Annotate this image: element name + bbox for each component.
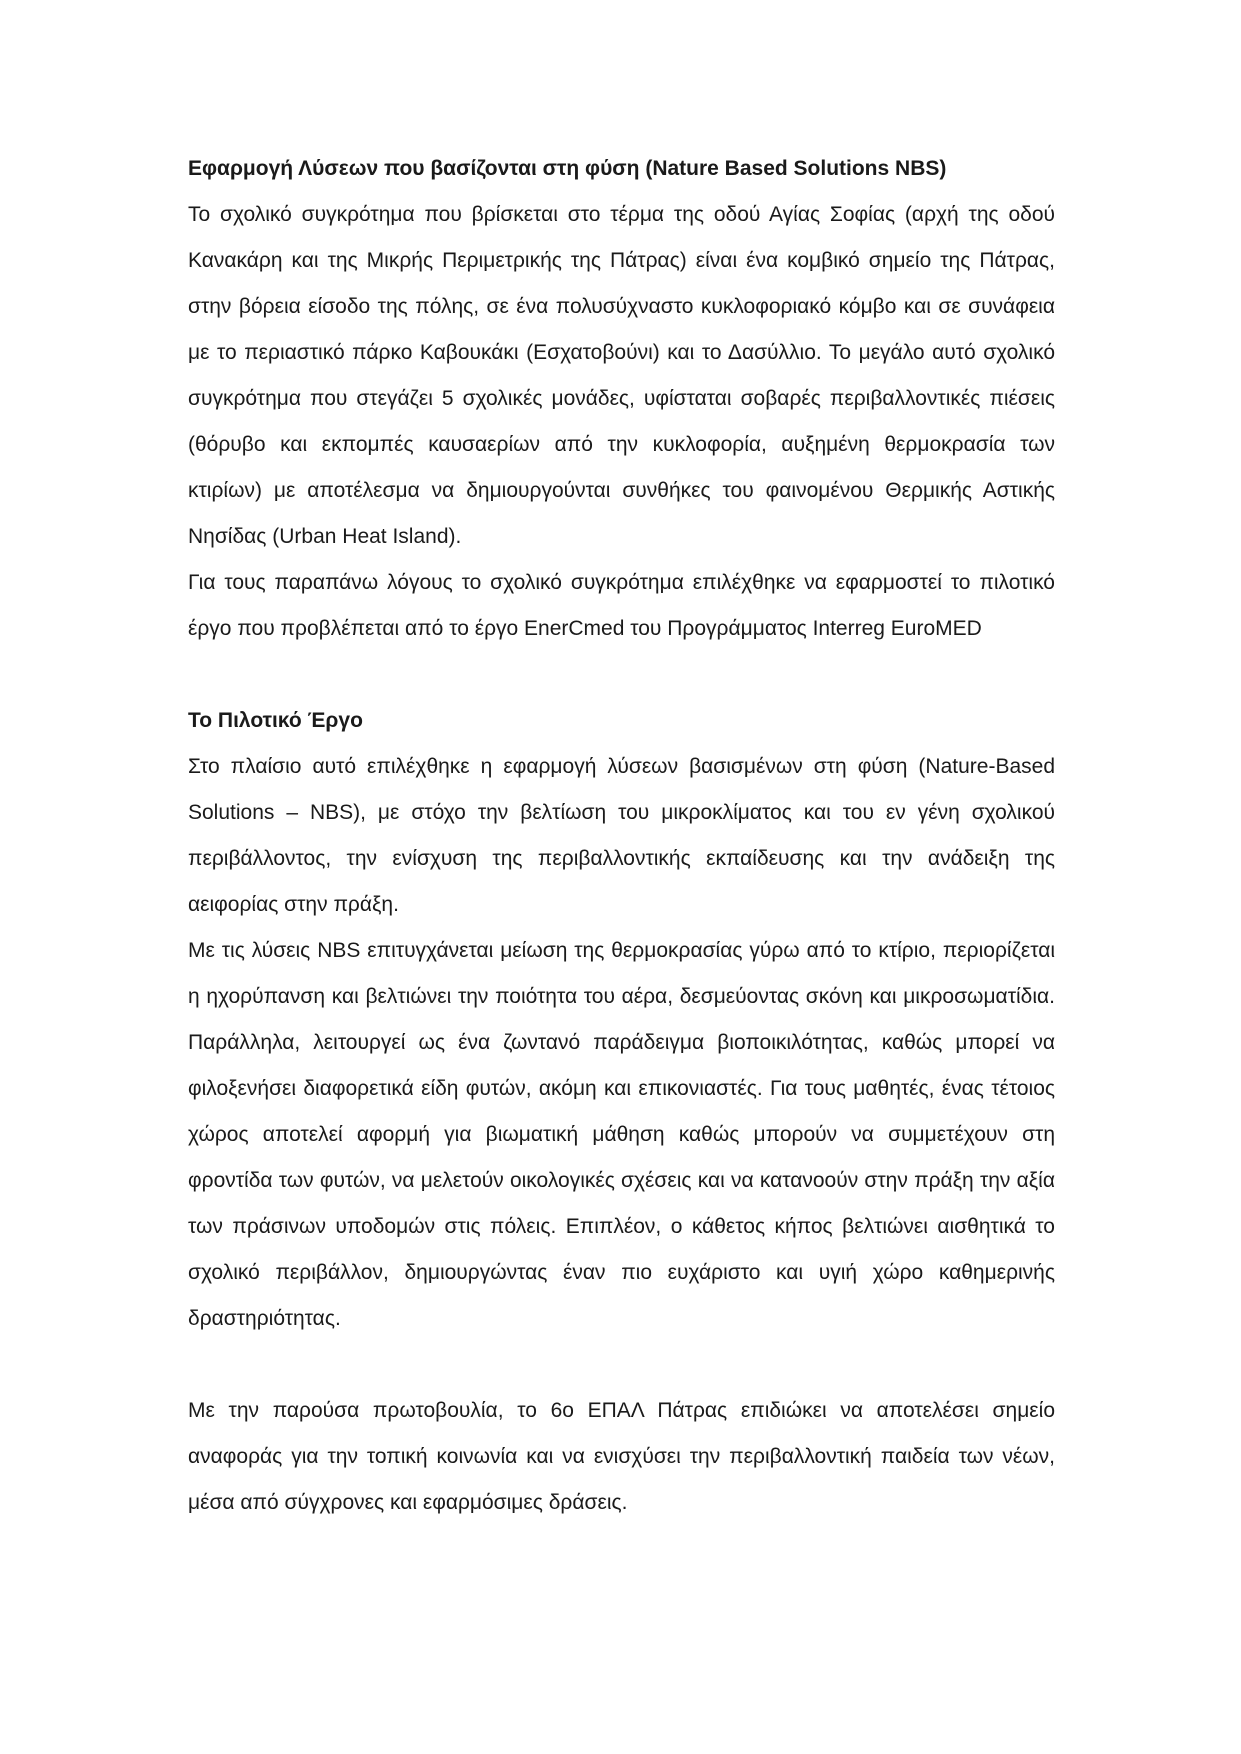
paragraph-nbs-benefits: Με τις λύσεις NBS επιτυγχάνεται μείωση της θερμοκρασίας γύρω από το κτίριο, περιορίζεται η ηχορύπανση και βελτιώνει την ποιότητα του αέρα, δεσμεύοντας σκόνη και μικροσωματίδια. Παράλληλα, λειτουργεί ως ένα ζωντανό παράδειγμα βιοποικιλότητας, καθώς μπορεί να φιλοξενήσει διαφορετικά είδη φυτών, ακόμη και επικονιαστές. Για τους μαθητές, ένας τέτοιος χώρος αποτελεί αφορμή για βιωματική μάθηση καθώς μπορούν να συμμετέχουν στη φροντίδα των φυτών, να μελετούν οικολογικές σχέσεις και να κατανοούν στην πράξη την αξία των πράσινων υποδομών στις πόλεις. Επιπλέον, ο κάθετος κήπος βελτιώνει αισθητικά το σχολικό περιβάλλον, δημιουργώντας έναν πιο ευχάριστο και υγιή χώρο καθημερινής δραστηριότητας. xyxy=(188,939,1055,1330)
spacer xyxy=(188,652,1055,698)
section-heading-pilot-project: Το Πιλοτικό Έργο xyxy=(188,709,363,732)
section-heading-nbs: Εφαρμογή Λύσεων που βασίζονται στη φύση (Nature Based Solutions NBS) xyxy=(188,157,947,180)
paragraph-initiative: Με την παρούσα πρωτοβουλία, το 6ο ΕΠΑΛ Πάτρας επιδιώκει να αποτελέσει σημείο αναφοράς για την τοπική κοινωνία και να ενισχύσει την περιβαλλοντική παιδεία των νέων, μέσα από σύγχρονες και εφαρμόσιμες δράσεις. xyxy=(188,1399,1055,1514)
paragraph-school-complex: Το σχολικό συγκρότημα που βρίσκεται στο τέρμα της οδού Αγίας Σοφίας (αρχή της οδού Κανακάρη και της Μικρής Περιμετρικής της Πάτρας) είναι ένα κομβικό σημείο της Πάτρας, στην βόρεια είσοδο της πόλης, σε ένα πολυσύχναστο κυκλοφοριακό κόμβο και σε συνάφεια με το περιαστικό πάρκο Καβουκάκι (Εσχατοβούνι) και το Δασύλλιο. Το μεγάλο αυτό σχολικό συγκρότημα που στεγάζει 5 σχολικές μονάδες, υφίσταται σοβαρές περιβαλλοντικές πιέσεις (θόρυβο και εκπομπές καυσαερίων από την κυκλοφορία, αυξημένη θερμοκρασία των κτιρίων) με αποτέλεσμα να δημιουργούνται συνθήκες του φαινομένου Θερμικής Αστικής Νησίδας (Urban Heat Island). xyxy=(188,203,1055,548)
spacer xyxy=(188,1342,1055,1388)
paragraph-nbs-application: Στο πλαίσιο αυτό επιλέχθηκε η εφαρμογή λύσεων βασισμένων στη φύση (Nature-Based Solutions – NBS), με στόχο την βελτίωση του μικροκλίματος και του εν γένη σχολικού περιβάλλοντος, την ενίσχυση της περιβαλλοντικής εκπαίδευσης και την ανάδειξη της αειφορίας στην πράξη. xyxy=(188,755,1055,916)
paragraph-pilot-selection: Για τους παραπάνω λόγους το σχολικό συγκρότημα επιλέχθηκε να εφαρμοστεί το πιλοτικό έργο που προβλέπεται από το έργο EnerCmed του Προγράμματος Interreg EuroMED xyxy=(188,571,1055,640)
document-body xyxy=(188,146,1055,1526)
